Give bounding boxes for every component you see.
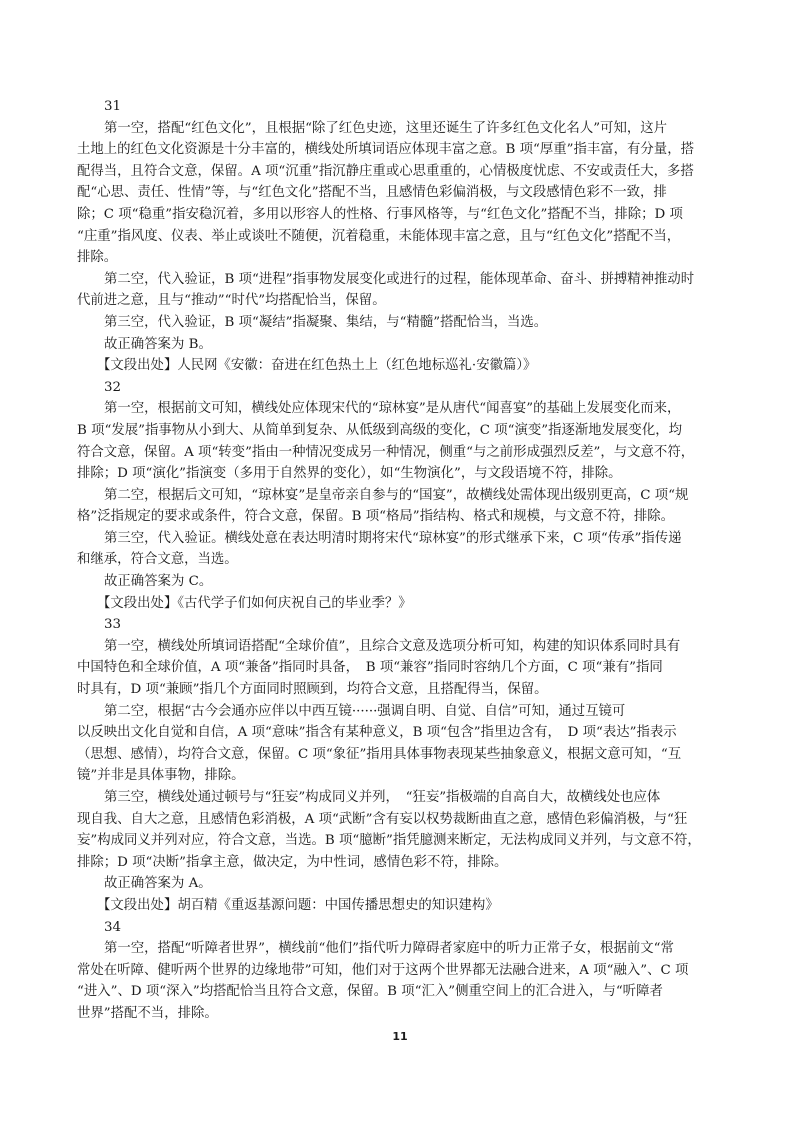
paragraph-line: 第一空，横线处所填词语搭配“全球价值”，且综合文意及选项分析可知，构建的知识体系同时具有 (104, 638, 681, 654)
paragraph-line: 排除；D 项“决断”指拿主意，做决定，为中性词，感情色彩不符，排除。 (77, 854, 508, 870)
paragraph-line: 常处在听障、健听两个世界的边缘地带”可知，他们对于这两个世界都无法融合进来，A 项“融入”、C 项 (77, 962, 689, 978)
question-32 (77, 377, 723, 615)
paragraph-line: 第一空，根据前文可知，横线处应体现宋代的“琼林宴”是从唐代“闻喜宴”的基础上发展变化而来， (104, 401, 681, 417)
paragraph-line: 和继承，符合文意，当选。 (77, 552, 238, 568)
paragraph-line: 代前进之意，且与“推动”“时代”均搭配恰当，保留。 (77, 293, 386, 309)
paragraph-line: 配得当，且符合文意，保留。A 项“沉重”指沉静庄重或心思重重的，心情极度忧虑、不安或责任大，多搭 (77, 163, 694, 179)
paragraph-line: 镜”并非是具体事物，排除。 (77, 768, 245, 784)
source-line: 【文段出处】人民网《安徽：奋进在红色热土上（红色地标巡礼·安徽篇）》 (97, 358, 537, 374)
question-33 (77, 614, 723, 916)
answer-line: 故正确答案为 C。 (104, 574, 213, 590)
paragraph-line: “进入”、D 项“深入”均搭配恰当且符合文意，保留。B 项“汇入”侧重空间上的汇合进入，与“听障者 (77, 984, 663, 1000)
question-number: 33 (104, 617, 122, 633)
paragraph-line: B 项“发展”指事物从小到大、从简单到复杂、从低级到高级的变化，C 项“演变”指逐渐地发展变化，均 (77, 422, 682, 438)
paragraph-line: 妄”构成同义并列对应，符合文意，当选。B 项“臆断”指凭臆测来断定，无法构成同义并列，与文意不符， (77, 833, 701, 849)
paragraph-line: 第三空，横线处通过顿号与“狂妄”构成同义并列， “狂妄”指极端的自高自大，故横线处也应体 (104, 790, 661, 805)
paragraph-line: 现自我、自大之意，且感情色彩消极，A 项“武断”含有妄以权势裁断曲直之意，感情色彩偏消极，与“狂 (77, 811, 688, 827)
paragraph-line: 排除。 (77, 250, 118, 266)
question-number: 32 (104, 379, 122, 395)
paragraph-line: 中国特色和全球价值，A 项“兼备”指同时具备， B 项“兼容”指同时容纳几个方面，C 项“兼有”指同 (77, 660, 663, 676)
paragraph-line: 第三空，代入验证，B 项“凝结”指凝聚、集结，与“精髓”搭配恰当，当选。 (104, 314, 548, 330)
question-31 (77, 96, 723, 377)
paragraph-line: 以反映出文化自觉和自信，A 项“意味”指含有某种意义，B 项“包含”指里边含有， D 项“表达”指表示 (77, 725, 677, 741)
paragraph-line: 排除；D 项“演化”指演变（多用于自然界的变化），如“生物演化”，与文段语境不符，排除。 (77, 466, 622, 482)
question-34 (77, 917, 723, 1025)
question-number: 31 (104, 99, 122, 114)
paragraph-line: 第一空，搭配“听障者世界”，横线前“他们”指代听力障碍者家庭中的听力正常子女，根据前文“常 (104, 941, 674, 957)
paragraph-line: 配“心思、责任、性情”等，与“红色文化”搭配不当，且感情色彩偏消极，与文段感情色彩不一致，排 (77, 185, 667, 201)
paragraph-line: “庄重”指风度、仪表、举止或谈吐不随便，沉着稳重，未能体现丰富之意，且与“红色文化”搭配不当， (77, 228, 681, 244)
paragraph-line: 第一空，搭配“红色文化”，且根据“除了红色史迹，这里还诞生了许多红色文化名人”可知，这片 (104, 120, 668, 136)
paragraph-line: 第三空，代入验证。横线处意在表达明清时期将宋代“琼林宴”的形式继承下来，C 项“传承”指传递 (104, 530, 682, 546)
paragraph-line: 符合文意，保留。A 项“转变”指由一种情况变成另一种情况，侧重“与之前形成强烈反差”，与文意不符， (77, 444, 695, 460)
page-number: 11 (392, 1030, 408, 1043)
paragraph-line: 第二空，根据“古今会通亦应伴以中西互镜······强调自明、自觉、自信”可知，通过互镜可 (104, 703, 626, 719)
paragraph-line: 第二空，根据后文可知，“琼林宴”是皇帝亲自参与的“国宴”，故横线处需体现出级别更高，C 项“规 (104, 487, 689, 503)
paragraph-line: 除；C 项“稳重”指安稳沉着，多用以形容人的性格、行事风格等，与“红色文化”搭配不当，排除；D 项 (77, 206, 683, 222)
paragraph-line: 时具有，D 项“兼顾”指几个方面同时照顾到，均符合文意，且搭配得当，保留。 (77, 682, 548, 698)
document-body (77, 96, 723, 1025)
source-line: 【文段出处】胡百精《重返基源问题：中国传播思想史的知识建构》 (97, 897, 499, 913)
paragraph-line: （思想、感情），均符合文意，保留。C 项“象征”指用具体事物表现某些抽象意义，根据文意可知，“互 (77, 746, 682, 762)
answer-line: 故正确答案为 B。 (104, 336, 212, 352)
paragraph-line: 格”泛指规定的要求或条件，符合文意，保留。B 项“格局”指结构、格式和规模，与文意不符，排除。 (77, 509, 675, 525)
paragraph-line: 第二空，代入验证，B 项“进程”指事物发展变化或进行的过程，能体现革命、奋斗、拼搏精神推动时 (104, 271, 695, 287)
source-line: 【文段出处】《古代学子们如何庆祝自己的毕业季？》 (97, 595, 412, 611)
answer-line: 故正确答案为 A。 (104, 876, 212, 892)
paragraph-line: 土地上的红色文化资源是十分丰富的，横线处所填词语应体现丰富之意。B 项“厚重”指丰富，有分量，搭 (77, 142, 694, 158)
paragraph-line: 世界”搭配不当，排除。 (77, 1005, 218, 1021)
question-number: 34 (104, 919, 122, 935)
